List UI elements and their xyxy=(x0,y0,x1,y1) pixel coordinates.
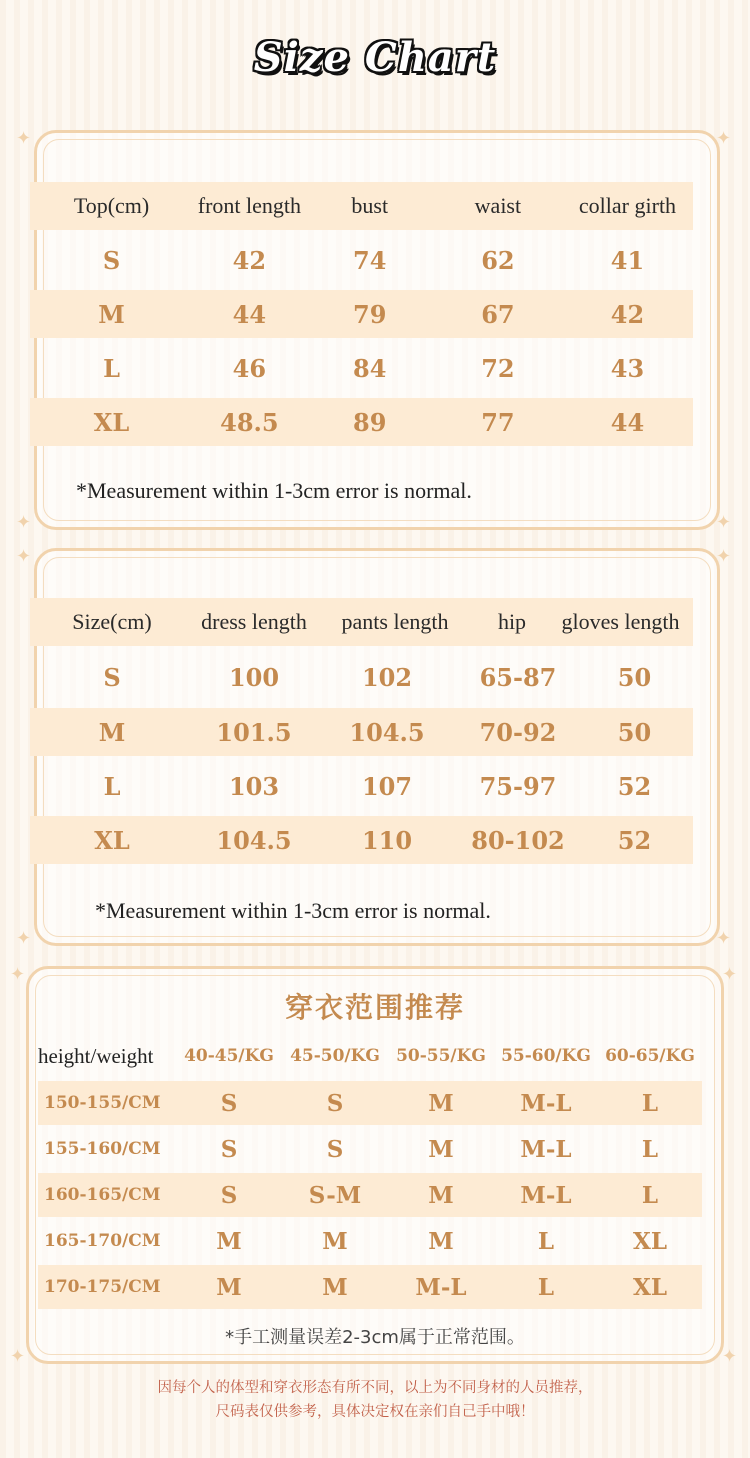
table-cell: 79 xyxy=(353,299,387,329)
table-cell: 102 xyxy=(361,662,413,692)
table-row xyxy=(38,1127,702,1171)
table-cell: 107 xyxy=(361,771,413,801)
table-cell: 101.5 xyxy=(216,717,292,747)
table-row xyxy=(38,1219,702,1263)
header-cell: collar girth xyxy=(578,193,677,218)
sparkle-icon: ✦ xyxy=(16,128,32,149)
header-cell: front length xyxy=(197,193,302,218)
sparkle-icon: ✦ xyxy=(10,1346,26,1367)
recommend-header xyxy=(38,1034,702,1078)
table-cell: 75-97 xyxy=(479,771,557,801)
table-cell: S xyxy=(220,1181,238,1209)
footer-line: 因每个人的体型和穿衣形态有所不同，以上为不同身材的人员推荐， xyxy=(157,1380,593,1396)
size-label: M xyxy=(98,717,126,747)
weight-header: 50-55/KG xyxy=(396,1046,486,1066)
table-cell: 50 xyxy=(617,662,652,692)
weight-header: 60-65/KG xyxy=(605,1046,695,1066)
corner-label: height/weight xyxy=(38,1043,154,1068)
table-row xyxy=(30,653,693,701)
sparkle-icon: ✦ xyxy=(716,512,732,533)
table-row xyxy=(38,1265,702,1309)
top-table-header xyxy=(30,182,693,230)
table-row xyxy=(38,1173,702,1217)
header-cell: waist xyxy=(474,193,522,218)
table-cell: XL xyxy=(632,1227,668,1255)
footer-note xyxy=(0,1376,750,1424)
height-label: 150-155/CM xyxy=(44,1093,161,1113)
table-cell: 110 xyxy=(361,825,413,855)
table-cell: S xyxy=(326,1135,344,1163)
table-cell: L xyxy=(641,1135,659,1163)
table-cell: M-L xyxy=(520,1181,572,1209)
sparkle-icon: ✦ xyxy=(16,546,32,567)
table-cell: L xyxy=(537,1273,555,1301)
recommend-title: 穿衣范围推荐 xyxy=(284,991,465,1024)
table-cell: S xyxy=(220,1089,238,1117)
size-label: S xyxy=(103,662,121,692)
weight-header: 45-50/KG xyxy=(290,1046,380,1066)
header-cell: hip xyxy=(497,609,527,634)
table-cell: 100 xyxy=(228,662,280,692)
table-cell: 65-87 xyxy=(479,662,557,692)
table-row xyxy=(30,236,693,284)
table-cell: 104.5 xyxy=(216,825,292,855)
table-cell: 72 xyxy=(481,353,515,383)
weight-header: 40-45/KG xyxy=(184,1046,274,1066)
table-cell: M xyxy=(322,1227,348,1255)
sparkle-icon: ✦ xyxy=(16,928,32,949)
table-cell: 74 xyxy=(353,245,387,275)
table-cell: 44 xyxy=(610,407,645,437)
header-cell: bust xyxy=(351,193,389,218)
table-cell: 52 xyxy=(617,771,652,801)
sparkle-icon: ✦ xyxy=(722,1346,738,1367)
size-label: L xyxy=(103,353,120,383)
measurement-note-cn: *手工测量误差2-3cm属于正常范围。 xyxy=(225,1327,525,1348)
table-cell: 104.5 xyxy=(349,717,425,747)
size-label: XL xyxy=(94,825,130,855)
table-cell: 50 xyxy=(617,717,652,747)
table-cell: 103 xyxy=(228,771,280,801)
size-label: XL xyxy=(93,407,130,437)
table-cell: 80-102 xyxy=(471,825,565,855)
header-cell: Top(cm) xyxy=(73,193,150,218)
height-label: 170-175/CM xyxy=(44,1277,161,1297)
header-cell: Size(cm) xyxy=(72,609,152,634)
height-label: 160-165/CM xyxy=(44,1185,161,1205)
table-cell: 52 xyxy=(617,825,652,855)
size-label: L xyxy=(103,771,121,801)
table-cell: 43 xyxy=(610,353,645,383)
table-cell: 41 xyxy=(610,245,645,275)
table-cell: XL xyxy=(632,1273,668,1301)
table-cell: M xyxy=(428,1181,454,1209)
table-cell: 89 xyxy=(353,407,387,437)
table-row xyxy=(30,290,693,338)
page-title: Size Chart xyxy=(253,34,497,81)
measurement-note: *Measurement within 1-3cm error is normal. xyxy=(95,898,491,923)
table-cell: L xyxy=(537,1227,555,1255)
table-cell: M-L xyxy=(415,1273,467,1301)
table-cell: 48.5 xyxy=(220,407,279,437)
table-row xyxy=(38,1081,702,1125)
table-cell: 77 xyxy=(481,407,515,437)
table-row xyxy=(30,708,693,756)
height-label: 155-160/CM xyxy=(44,1139,161,1159)
table-cell: S xyxy=(326,1089,344,1117)
measurement-note: *Measurement within 1-3cm error is normal. xyxy=(76,478,472,503)
sparkle-icon: ✦ xyxy=(16,512,32,533)
size-label: S xyxy=(102,245,121,275)
table-cell: M xyxy=(428,1227,454,1255)
table-cell: 42 xyxy=(610,299,645,329)
table-cell: S xyxy=(220,1135,238,1163)
table-row xyxy=(30,816,693,864)
table-cell: M-L xyxy=(520,1089,572,1117)
sparkle-icon: ✦ xyxy=(722,964,738,985)
table-cell: M xyxy=(216,1227,242,1255)
table-cell: 44 xyxy=(232,299,267,329)
table-row xyxy=(30,762,693,810)
sparkle-icon: ✦ xyxy=(10,964,26,985)
weight-header: 55-60/KG xyxy=(501,1046,591,1066)
table-cell: S-M xyxy=(308,1181,362,1209)
footer-line: 尺码表仅供参考，具体决定权在亲们自己手中哦！ xyxy=(215,1404,535,1420)
table-cell: L xyxy=(641,1181,659,1209)
table-cell: M xyxy=(428,1089,454,1117)
header-cell: dress length xyxy=(201,609,307,634)
table-cell: M xyxy=(322,1273,348,1301)
header-cell: pants length xyxy=(341,609,449,634)
table-cell: 46 xyxy=(232,353,267,383)
table-cell: 70-92 xyxy=(479,717,557,747)
size-table-header xyxy=(30,598,693,646)
table-cell: L xyxy=(641,1089,659,1117)
sparkle-icon: ✦ xyxy=(716,128,732,149)
table-cell: 84 xyxy=(353,353,387,383)
table-row xyxy=(30,344,693,392)
table-row xyxy=(30,398,693,446)
sparkle-icon: ✦ xyxy=(716,546,732,567)
height-label: 165-170/CM xyxy=(44,1231,161,1251)
table-cell: 42 xyxy=(232,245,267,275)
table-cell: M xyxy=(216,1273,242,1301)
table-cell: M xyxy=(428,1135,454,1163)
sparkle-icon: ✦ xyxy=(716,928,732,949)
size-label: M xyxy=(98,299,125,329)
table-cell: M-L xyxy=(520,1135,572,1163)
table-cell: 62 xyxy=(481,245,515,275)
header-cell: gloves length xyxy=(561,609,680,634)
table-cell: 67 xyxy=(481,299,515,329)
